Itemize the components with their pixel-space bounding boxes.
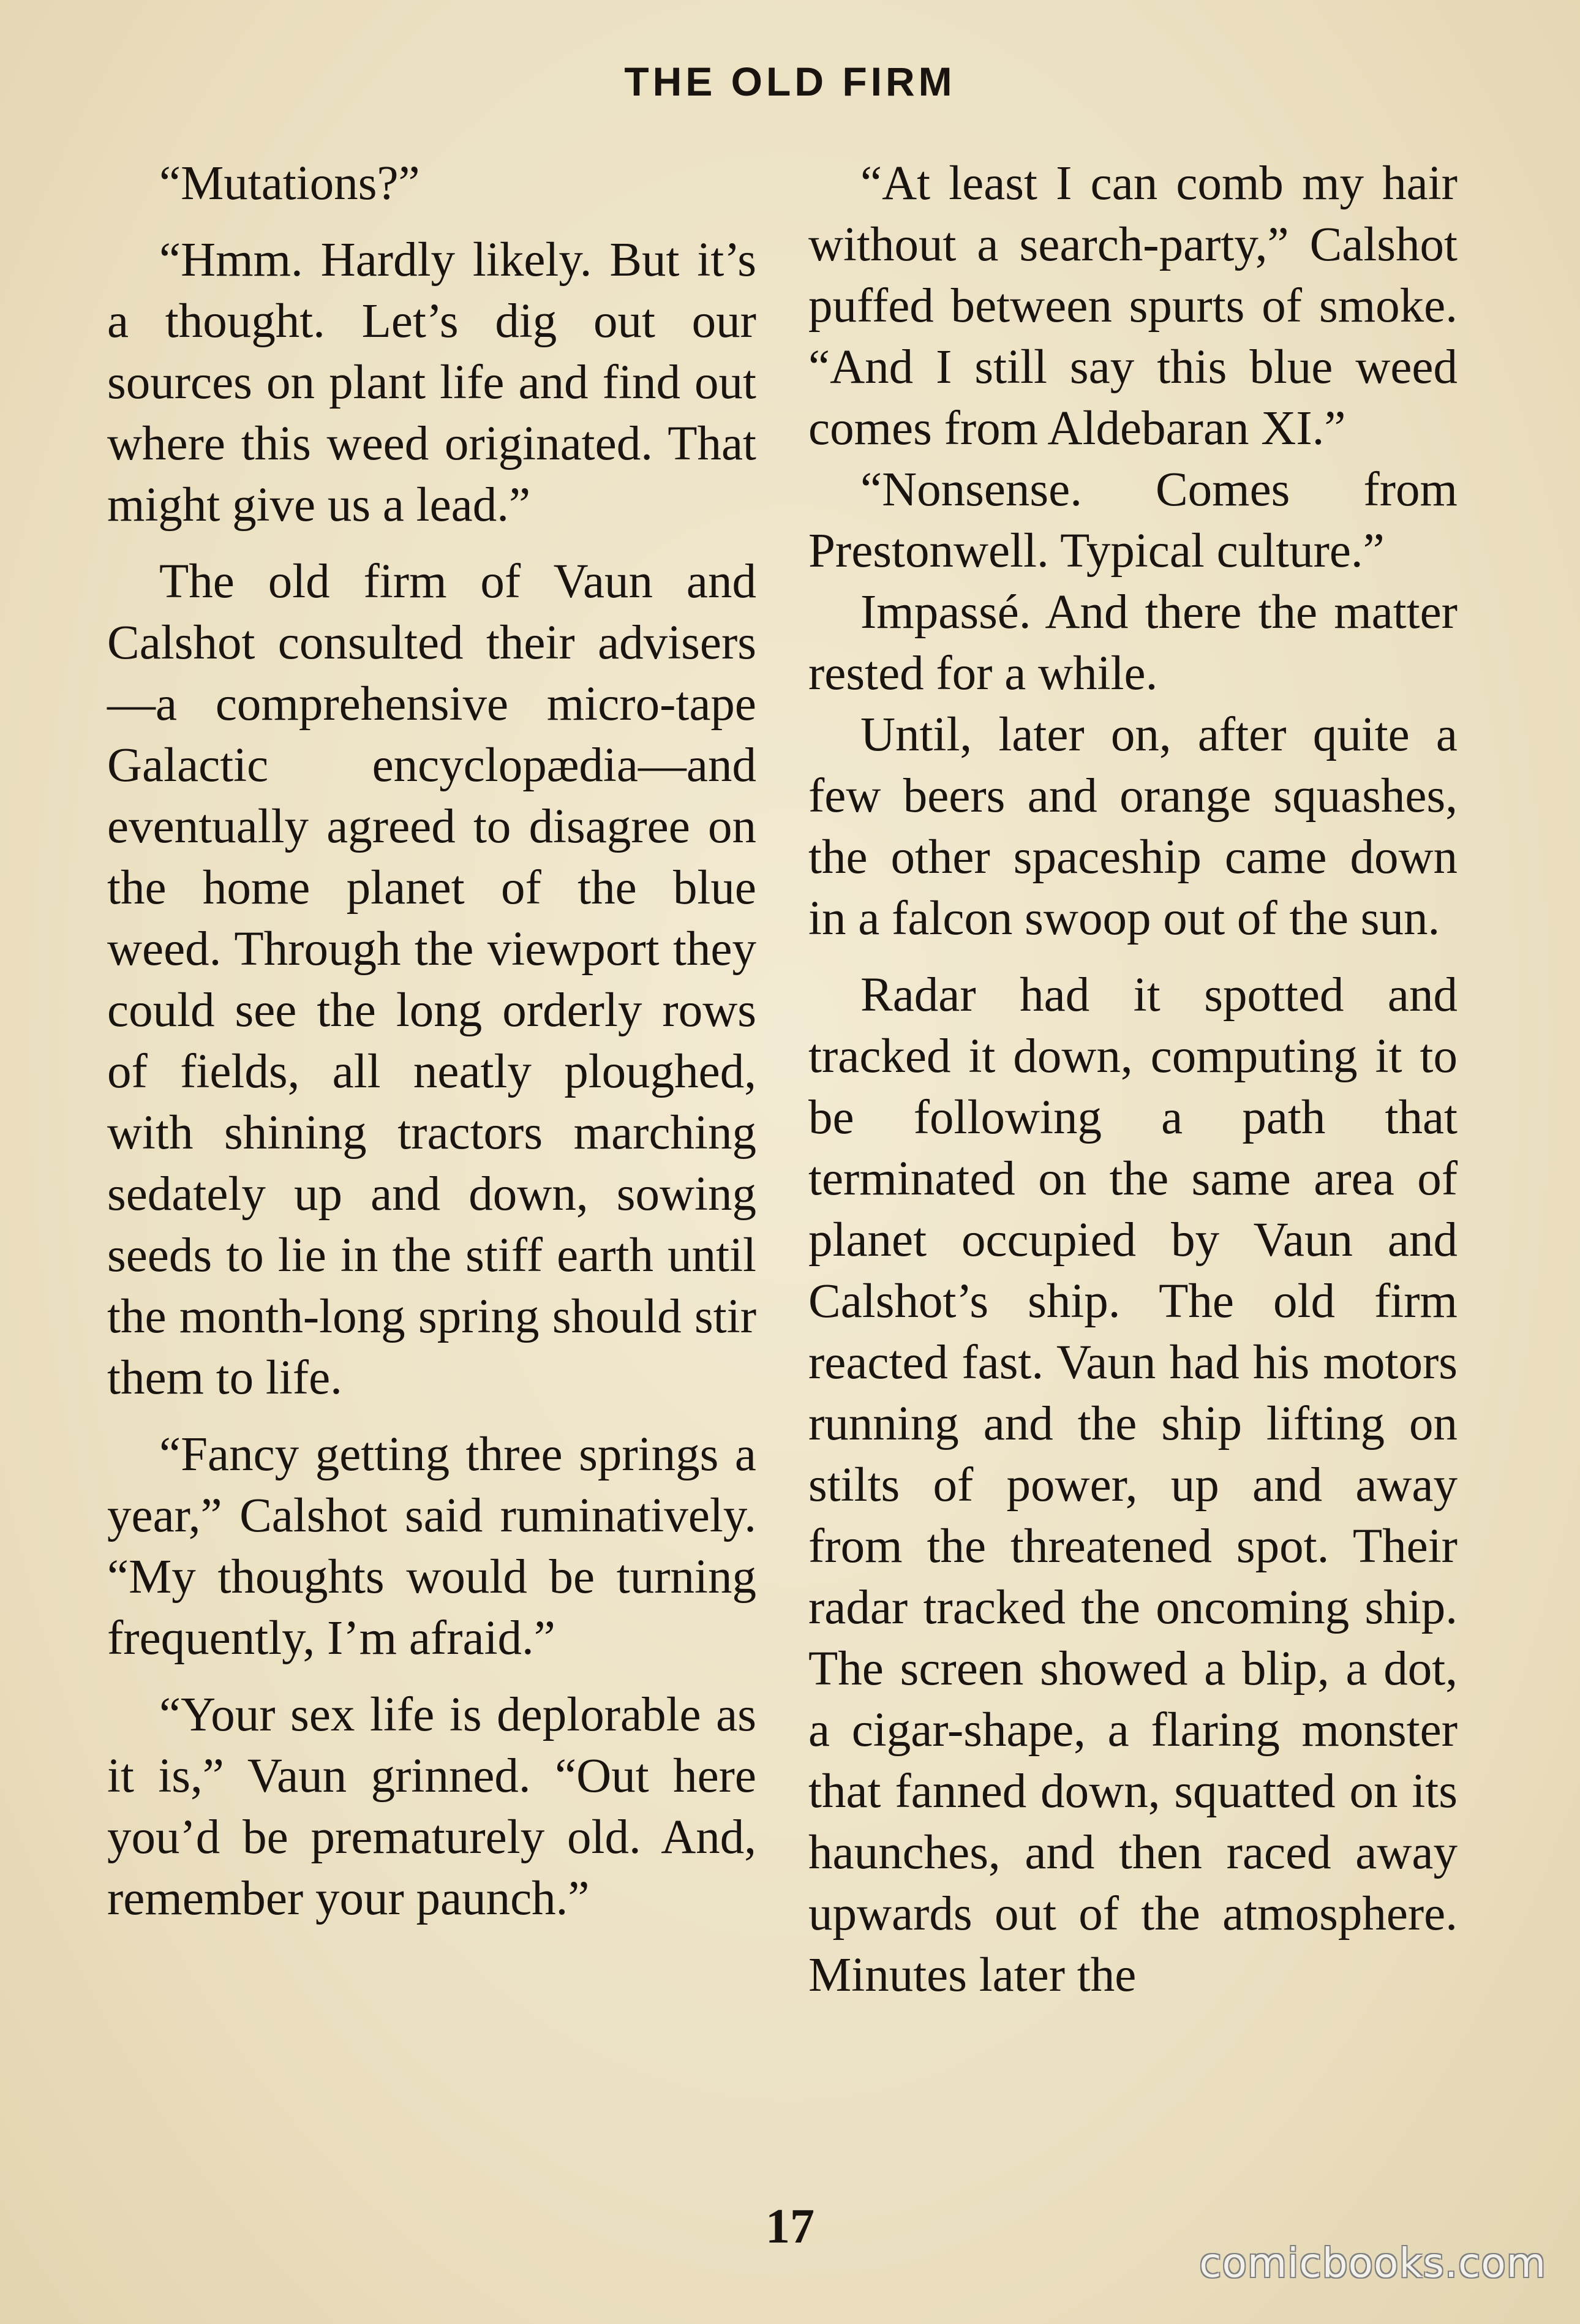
paragraph: “Hmm. Hardly likely. But it’s a thought. Let’s dig out our sources on plant life and find out where this weed originated. That might give us a lead.” [107,233,756,532]
right-column [808,153,1458,2006]
paragraph: The old firm of Vaun and Calshot consulted their advisers—a comprehensive micro-tape Galactic encyclopædia—and eventually agreed to disagree on the home planet of the blue weed. Through the viewport they could see the long orderly rows of fields, all neatly ploughed, with shining tractors marching sedately up and down, sowing seeds to lie in the stiff earth until the month-long spring should stir them to life. [107,555,756,1405]
paragraph: “Nonsense. Comes from Prestonwell. Typical culture.” [808,463,1458,578]
paragraph: “Mutations?” [159,157,420,210]
left-column [107,153,756,1930]
paragraph: Radar had it spotted and tracked it down, computing it to be following a path that terminated on the same area of planet occupied by Vaun and Calshot’s ship. The old firm reacted fast. Vaun had his motors running and the ship lifting on stilts of power, up and away from the threatened spot. Their radar tracked the oncoming ship. The screen showed a blip, a dot, a cigar-shape, a flaring monster that fanned down, squatted on its haunches, and then raced away upwards out of the atmosphere. Minutes later the [808,968,1458,2002]
paragraph: Until, later on, after quite a few beers and orange squashes, the other spaceship came down in a falcon swoop out of the sun. [808,708,1458,945]
running-head: THE OLD FIRM [624,59,956,104]
paragraph: “Fancy getting three springs a year,” Calshot said ruminatively. “My thoughts would be turning frequently, I’m afraid.” [107,1428,756,1665]
paragraph: Impassé. And there the matter rested for a while. [808,586,1458,700]
paragraph: “At least I can comb my hair without a search-party,” Calshot puffed between spurts of smoke. “And I still say this blue weed comes from Aldebaran XI.” [808,157,1458,455]
paragraph: “Your sex life is deplorable as it is,” Vaun grinned. “Out here you’d be prematurely old. And, remember your paunch.” [107,1688,756,1925]
watermark: comicbooks.com [1199,2239,1546,2287]
page-number: 17 [766,2200,814,2254]
